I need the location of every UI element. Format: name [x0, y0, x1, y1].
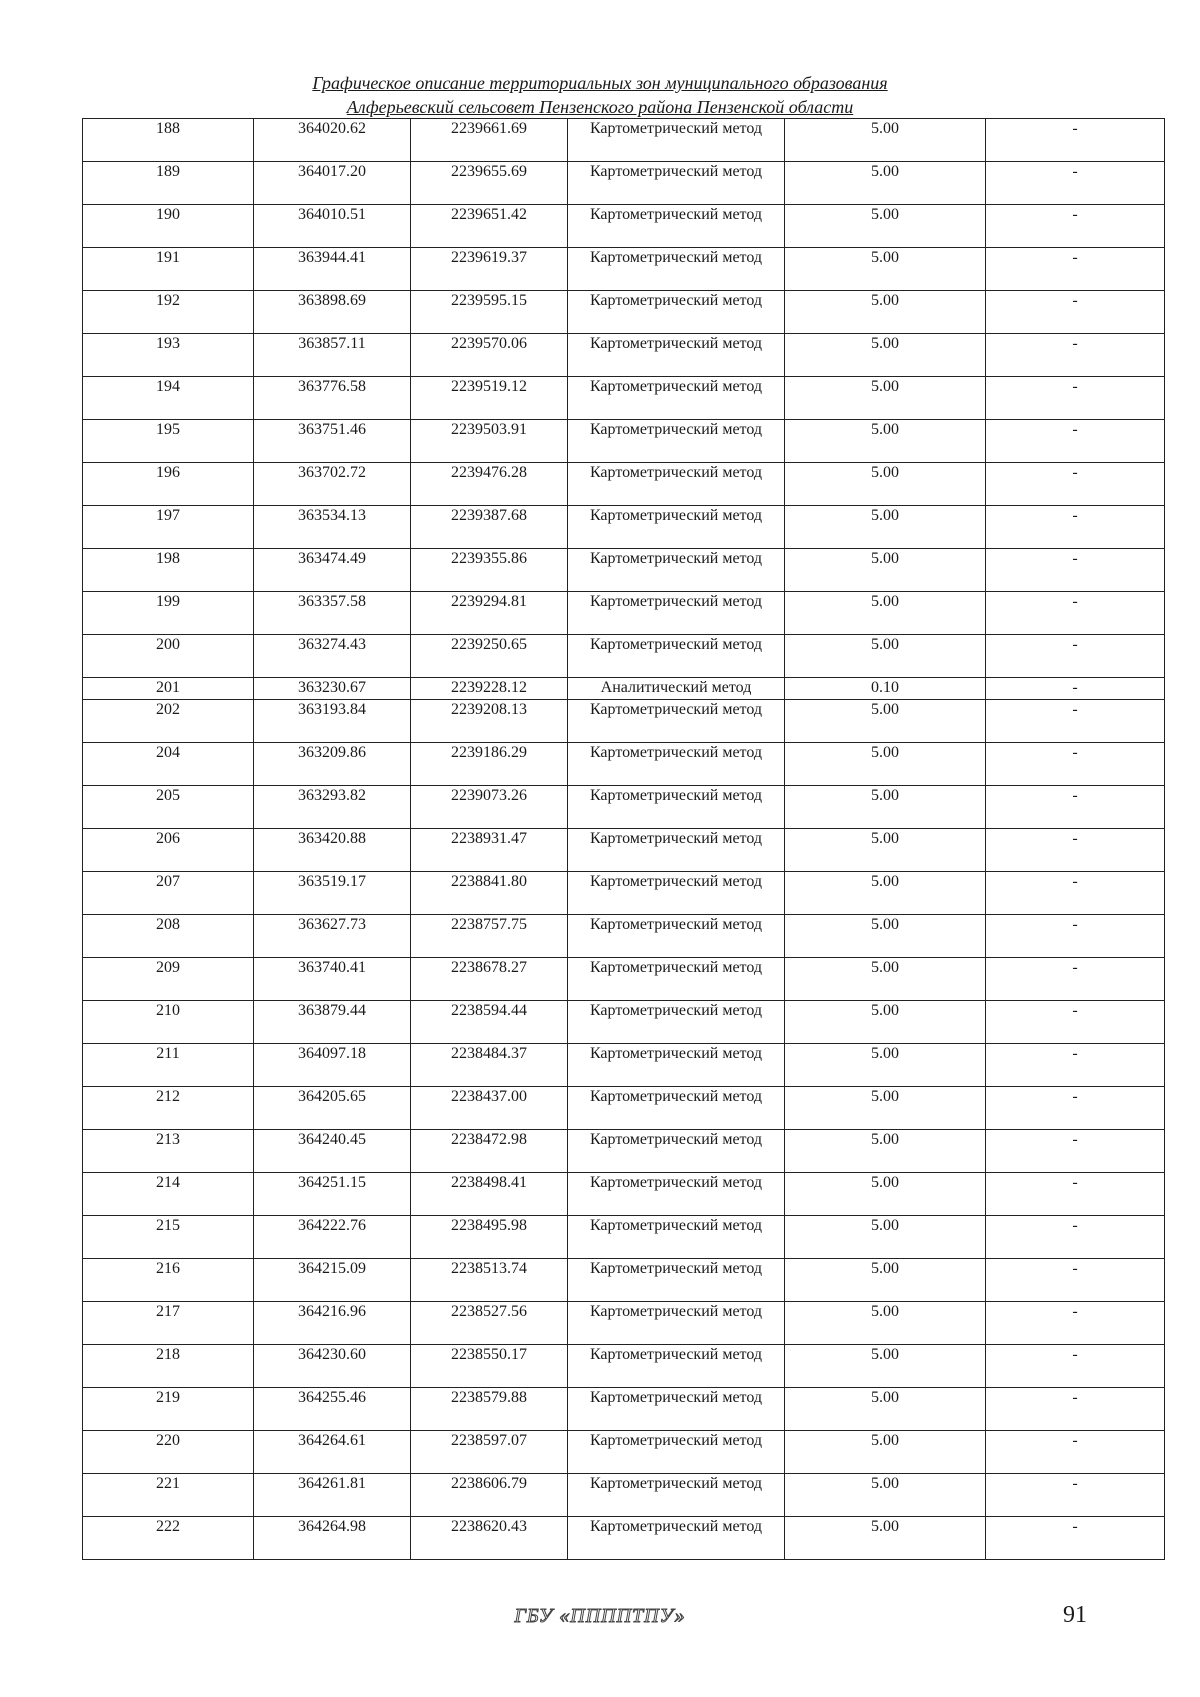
y-coordinate-cell: 2239661.69 — [411, 119, 568, 162]
method-cell: Картометрический метод — [568, 1431, 785, 1474]
table-row — [83, 1474, 1165, 1517]
point-number-cell: 218 — [83, 1345, 254, 1388]
point-number-cell: 216 — [83, 1259, 254, 1302]
accuracy-cell: 5.00 — [785, 420, 986, 463]
y-coordinate-cell: 2238931.47 — [411, 829, 568, 872]
method-cell: Картометрический метод — [568, 1259, 785, 1302]
note-cell: - — [986, 958, 1165, 1001]
x-coordinate-cell: 363944.41 — [254, 248, 411, 291]
table-row — [83, 1259, 1165, 1302]
table-row — [83, 1302, 1165, 1345]
table-row — [83, 1044, 1165, 1087]
y-coordinate-cell: 2238437.00 — [411, 1087, 568, 1130]
note-cell: - — [986, 1087, 1165, 1130]
x-coordinate-cell: 363751.46 — [254, 420, 411, 463]
point-number-cell: 194 — [83, 377, 254, 420]
table-row — [83, 463, 1165, 506]
point-number-cell: 220 — [83, 1431, 254, 1474]
method-cell: Картометрический метод — [568, 1173, 785, 1216]
method-cell: Картометрический метод — [568, 463, 785, 506]
accuracy-cell: 5.00 — [785, 1001, 986, 1044]
note-cell: - — [986, 1302, 1165, 1345]
point-number-cell: 190 — [83, 205, 254, 248]
point-number-cell: 221 — [83, 1474, 254, 1517]
method-cell: Картометрический метод — [568, 377, 785, 420]
y-coordinate-cell: 2239250.65 — [411, 635, 568, 678]
x-coordinate-cell: 364010.51 — [254, 205, 411, 248]
point-number-cell: 211 — [83, 1044, 254, 1087]
table-row — [83, 958, 1165, 1001]
y-coordinate-cell: 2239476.28 — [411, 463, 568, 506]
y-coordinate-cell: 2238841.80 — [411, 872, 568, 915]
x-coordinate-cell: 364097.18 — [254, 1044, 411, 1087]
table-row — [83, 1431, 1165, 1474]
point-number-cell: 210 — [83, 1001, 254, 1044]
y-coordinate-cell: 2239655.69 — [411, 162, 568, 205]
x-coordinate-cell: 363230.67 — [254, 678, 411, 700]
y-coordinate-cell: 2238620.43 — [411, 1517, 568, 1560]
point-number-cell: 222 — [83, 1517, 254, 1560]
method-cell: Картометрический метод — [568, 915, 785, 958]
y-coordinate-cell: 2238597.07 — [411, 1431, 568, 1474]
accuracy-cell: 5.00 — [785, 1431, 986, 1474]
document-title-line-1: Графическое описание территориальных зон муниципального образования — [312, 73, 888, 93]
method-cell: Картометрический метод — [568, 205, 785, 248]
method-cell: Картометрический метод — [568, 119, 785, 162]
method-cell: Картометрический метод — [568, 1302, 785, 1345]
table-row — [83, 743, 1165, 786]
x-coordinate-cell: 364264.98 — [254, 1517, 411, 1560]
note-cell: - — [986, 592, 1165, 635]
method-cell: Картометрический метод — [568, 786, 785, 829]
note-cell: - — [986, 678, 1165, 700]
table-row — [83, 1216, 1165, 1259]
method-cell: Картометрический метод — [568, 958, 785, 1001]
x-coordinate-cell: 363209.86 — [254, 743, 411, 786]
method-cell: Картометрический метод — [568, 635, 785, 678]
x-coordinate-cell: 363293.82 — [254, 786, 411, 829]
point-number-cell: 200 — [83, 635, 254, 678]
table-row — [83, 549, 1165, 592]
note-cell: - — [986, 119, 1165, 162]
y-coordinate-cell: 2238527.56 — [411, 1302, 568, 1345]
method-cell: Картометрический метод — [568, 872, 785, 915]
point-number-cell: 207 — [83, 872, 254, 915]
accuracy-cell: 5.00 — [785, 1259, 986, 1302]
table-row — [83, 1517, 1165, 1560]
y-coordinate-cell: 2238484.37 — [411, 1044, 568, 1087]
table-row — [83, 829, 1165, 872]
x-coordinate-cell: 363474.49 — [254, 549, 411, 592]
table-row — [83, 635, 1165, 678]
x-coordinate-cell: 363627.73 — [254, 915, 411, 958]
table-row — [83, 291, 1165, 334]
point-number-cell: 201 — [83, 678, 254, 700]
method-cell: Картометрический метод — [568, 334, 785, 377]
table-row — [83, 205, 1165, 248]
point-number-cell: 192 — [83, 291, 254, 334]
x-coordinate-cell: 364264.61 — [254, 1431, 411, 1474]
method-cell: Картометрический метод — [568, 829, 785, 872]
note-cell: - — [986, 377, 1165, 420]
accuracy-cell: 5.00 — [785, 506, 986, 549]
table-row — [83, 592, 1165, 635]
x-coordinate-cell: 364261.81 — [254, 1474, 411, 1517]
y-coordinate-cell: 2238579.88 — [411, 1388, 568, 1431]
y-coordinate-cell: 2239228.12 — [411, 678, 568, 700]
point-number-cell: 202 — [83, 700, 254, 743]
point-number-cell: 196 — [83, 463, 254, 506]
table-row — [83, 162, 1165, 205]
y-coordinate-cell: 2239519.12 — [411, 377, 568, 420]
accuracy-cell: 5.00 — [785, 248, 986, 291]
x-coordinate-cell: 364230.60 — [254, 1345, 411, 1388]
x-coordinate-cell: 363274.43 — [254, 635, 411, 678]
y-coordinate-cell: 2239570.06 — [411, 334, 568, 377]
point-number-cell: 189 — [83, 162, 254, 205]
x-coordinate-cell: 364255.46 — [254, 1388, 411, 1431]
table-row — [83, 334, 1165, 377]
y-coordinate-cell: 2239186.29 — [411, 743, 568, 786]
point-number-cell: 191 — [83, 248, 254, 291]
document-title-line-2: Алферьевский сельсовет Пензенского района Пензенской области — [346, 97, 854, 117]
note-cell: - — [986, 334, 1165, 377]
note-cell: - — [986, 743, 1165, 786]
note-cell: - — [986, 291, 1165, 334]
note-cell: - — [986, 463, 1165, 506]
note-cell: - — [986, 248, 1165, 291]
accuracy-cell: 5.00 — [785, 1517, 986, 1560]
x-coordinate-cell: 364240.45 — [254, 1130, 411, 1173]
accuracy-cell: 5.00 — [785, 377, 986, 420]
accuracy-cell: 5.00 — [785, 872, 986, 915]
method-cell: Картометрический метод — [568, 506, 785, 549]
y-coordinate-cell: 2238498.41 — [411, 1173, 568, 1216]
note-cell: - — [986, 205, 1165, 248]
point-number-cell: 199 — [83, 592, 254, 635]
point-number-cell: 212 — [83, 1087, 254, 1130]
accuracy-cell: 5.00 — [785, 1474, 986, 1517]
x-coordinate-cell: 363898.69 — [254, 291, 411, 334]
point-number-cell: 197 — [83, 506, 254, 549]
note-cell: - — [986, 1130, 1165, 1173]
accuracy-cell: 5.00 — [785, 743, 986, 786]
accuracy-cell: 5.00 — [785, 592, 986, 635]
accuracy-cell: 5.00 — [785, 1302, 986, 1345]
accuracy-cell: 5.00 — [785, 549, 986, 592]
point-number-cell: 198 — [83, 549, 254, 592]
note-cell: - — [986, 1259, 1165, 1302]
method-cell: Картометрический метод — [568, 291, 785, 334]
y-coordinate-cell: 2238550.17 — [411, 1345, 568, 1388]
table-row — [83, 915, 1165, 958]
x-coordinate-cell: 364222.76 — [254, 1216, 411, 1259]
point-number-cell: 213 — [83, 1130, 254, 1173]
note-cell: - — [986, 549, 1165, 592]
y-coordinate-cell: 2239208.13 — [411, 700, 568, 743]
accuracy-cell: 5.00 — [785, 700, 986, 743]
accuracy-cell: 5.00 — [785, 1388, 986, 1431]
point-number-cell: 188 — [83, 119, 254, 162]
table-row — [83, 1388, 1165, 1431]
accuracy-cell: 5.00 — [785, 635, 986, 678]
accuracy-cell: 5.00 — [785, 291, 986, 334]
y-coordinate-cell: 2238678.27 — [411, 958, 568, 1001]
method-cell: Картометрический метод — [568, 700, 785, 743]
accuracy-cell: 5.00 — [785, 915, 986, 958]
note-cell: - — [986, 506, 1165, 549]
point-number-cell: 209 — [83, 958, 254, 1001]
method-cell: Картометрический метод — [568, 420, 785, 463]
table-row — [83, 786, 1165, 829]
y-coordinate-cell: 2238472.98 — [411, 1130, 568, 1173]
y-coordinate-cell: 2239503.91 — [411, 420, 568, 463]
table-row — [83, 377, 1165, 420]
method-cell: Картометрический метод — [568, 1044, 785, 1087]
table-row — [83, 119, 1165, 162]
y-coordinate-cell: 2239619.37 — [411, 248, 568, 291]
x-coordinate-cell: 363857.11 — [254, 334, 411, 377]
method-cell: Картометрический метод — [568, 1001, 785, 1044]
method-cell: Аналитический метод — [568, 678, 785, 700]
x-coordinate-cell: 363519.17 — [254, 872, 411, 915]
table-row — [83, 1173, 1165, 1216]
note-cell: - — [986, 872, 1165, 915]
x-coordinate-cell: 363740.41 — [254, 958, 411, 1001]
method-cell: Картометрический метод — [568, 162, 785, 205]
note-cell: - — [986, 1345, 1165, 1388]
x-coordinate-cell: 363420.88 — [254, 829, 411, 872]
method-cell: Картометрический метод — [568, 1130, 785, 1173]
note-cell: - — [986, 635, 1165, 678]
point-number-cell: 195 — [83, 420, 254, 463]
table-row — [83, 872, 1165, 915]
x-coordinate-cell: 364215.09 — [254, 1259, 411, 1302]
accuracy-cell: 5.00 — [785, 1087, 986, 1130]
x-coordinate-cell: 363879.44 — [254, 1001, 411, 1044]
note-cell: - — [986, 1001, 1165, 1044]
note-cell: - — [986, 162, 1165, 205]
table-row — [83, 1087, 1165, 1130]
point-number-cell: 205 — [83, 786, 254, 829]
x-coordinate-cell: 363357.58 — [254, 592, 411, 635]
accuracy-cell: 5.00 — [785, 958, 986, 1001]
note-cell: - — [986, 915, 1165, 958]
coordinates-table-body — [83, 119, 1165, 1560]
point-number-cell: 215 — [83, 1216, 254, 1259]
method-cell: Картометрический метод — [568, 1216, 785, 1259]
x-coordinate-cell: 363193.84 — [254, 700, 411, 743]
point-number-cell: 217 — [83, 1302, 254, 1345]
accuracy-cell: 5.00 — [785, 1130, 986, 1173]
accuracy-cell: 5.00 — [785, 1173, 986, 1216]
table-row — [83, 1345, 1165, 1388]
note-cell: - — [986, 829, 1165, 872]
x-coordinate-cell: 364205.65 — [254, 1087, 411, 1130]
x-coordinate-cell: 364020.62 — [254, 119, 411, 162]
note-cell: - — [986, 1517, 1165, 1560]
method-cell: Картометрический метод — [568, 743, 785, 786]
point-number-cell: 206 — [83, 829, 254, 872]
y-coordinate-cell: 2239073.26 — [411, 786, 568, 829]
y-coordinate-cell: 2238513.74 — [411, 1259, 568, 1302]
x-coordinate-cell: 363702.72 — [254, 463, 411, 506]
table-row — [83, 1001, 1165, 1044]
x-coordinate-cell: 364216.96 — [254, 1302, 411, 1345]
point-number-cell: 208 — [83, 915, 254, 958]
accuracy-cell: 5.00 — [785, 1044, 986, 1087]
note-cell: - — [986, 1216, 1165, 1259]
method-cell: Картометрический метод — [568, 549, 785, 592]
note-cell: - — [986, 1044, 1165, 1087]
point-number-cell: 214 — [83, 1173, 254, 1216]
y-coordinate-cell: 2238757.75 — [411, 915, 568, 958]
accuracy-cell: 0.10 — [785, 678, 986, 700]
note-cell: - — [986, 786, 1165, 829]
footer-organization: ГБУ «ППППТПУ» — [514, 1605, 686, 1627]
method-cell: Картометрический метод — [568, 1345, 785, 1388]
y-coordinate-cell: 2239595.15 — [411, 291, 568, 334]
note-cell: - — [986, 1173, 1165, 1216]
y-coordinate-cell: 2238606.79 — [411, 1474, 568, 1517]
y-coordinate-cell: 2239387.68 — [411, 506, 568, 549]
y-coordinate-cell: 2239651.42 — [411, 205, 568, 248]
accuracy-cell: 5.00 — [785, 119, 986, 162]
note-cell: - — [986, 1388, 1165, 1431]
table-row — [83, 248, 1165, 291]
accuracy-cell: 5.00 — [785, 786, 986, 829]
note-cell: - — [986, 1474, 1165, 1517]
coordinates-table — [82, 118, 1165, 1560]
method-cell: Картометрический метод — [568, 1517, 785, 1560]
table-row — [83, 678, 1165, 700]
note-cell: - — [986, 1431, 1165, 1474]
x-coordinate-cell: 364017.20 — [254, 162, 411, 205]
table-row — [83, 420, 1165, 463]
method-cell: Картометрический метод — [568, 592, 785, 635]
accuracy-cell: 5.00 — [785, 205, 986, 248]
point-number-cell: 204 — [83, 743, 254, 786]
y-coordinate-cell: 2238594.44 — [411, 1001, 568, 1044]
method-cell: Картометрический метод — [568, 1087, 785, 1130]
point-number-cell: 193 — [83, 334, 254, 377]
y-coordinate-cell: 2239294.81 — [411, 592, 568, 635]
accuracy-cell: 5.00 — [785, 162, 986, 205]
method-cell: Картометрический метод — [568, 1388, 785, 1431]
x-coordinate-cell: 364251.15 — [254, 1173, 411, 1216]
table-row — [83, 1130, 1165, 1173]
point-number-cell: 219 — [83, 1388, 254, 1431]
method-cell: Картометрический метод — [568, 248, 785, 291]
y-coordinate-cell: 2239355.86 — [411, 549, 568, 592]
accuracy-cell: 5.00 — [785, 1345, 986, 1388]
accuracy-cell: 5.00 — [785, 334, 986, 377]
accuracy-cell: 5.00 — [785, 829, 986, 872]
x-coordinate-cell: 363776.58 — [254, 377, 411, 420]
note-cell: - — [986, 420, 1165, 463]
table-row — [83, 700, 1165, 743]
accuracy-cell: 5.00 — [785, 1216, 986, 1259]
x-coordinate-cell: 363534.13 — [254, 506, 411, 549]
accuracy-cell: 5.00 — [785, 463, 986, 506]
note-cell: - — [986, 700, 1165, 743]
table-row — [83, 506, 1165, 549]
y-coordinate-cell: 2238495.98 — [411, 1216, 568, 1259]
method-cell: Картометрический метод — [568, 1474, 785, 1517]
page-number: 91 — [1063, 1602, 1087, 1628]
